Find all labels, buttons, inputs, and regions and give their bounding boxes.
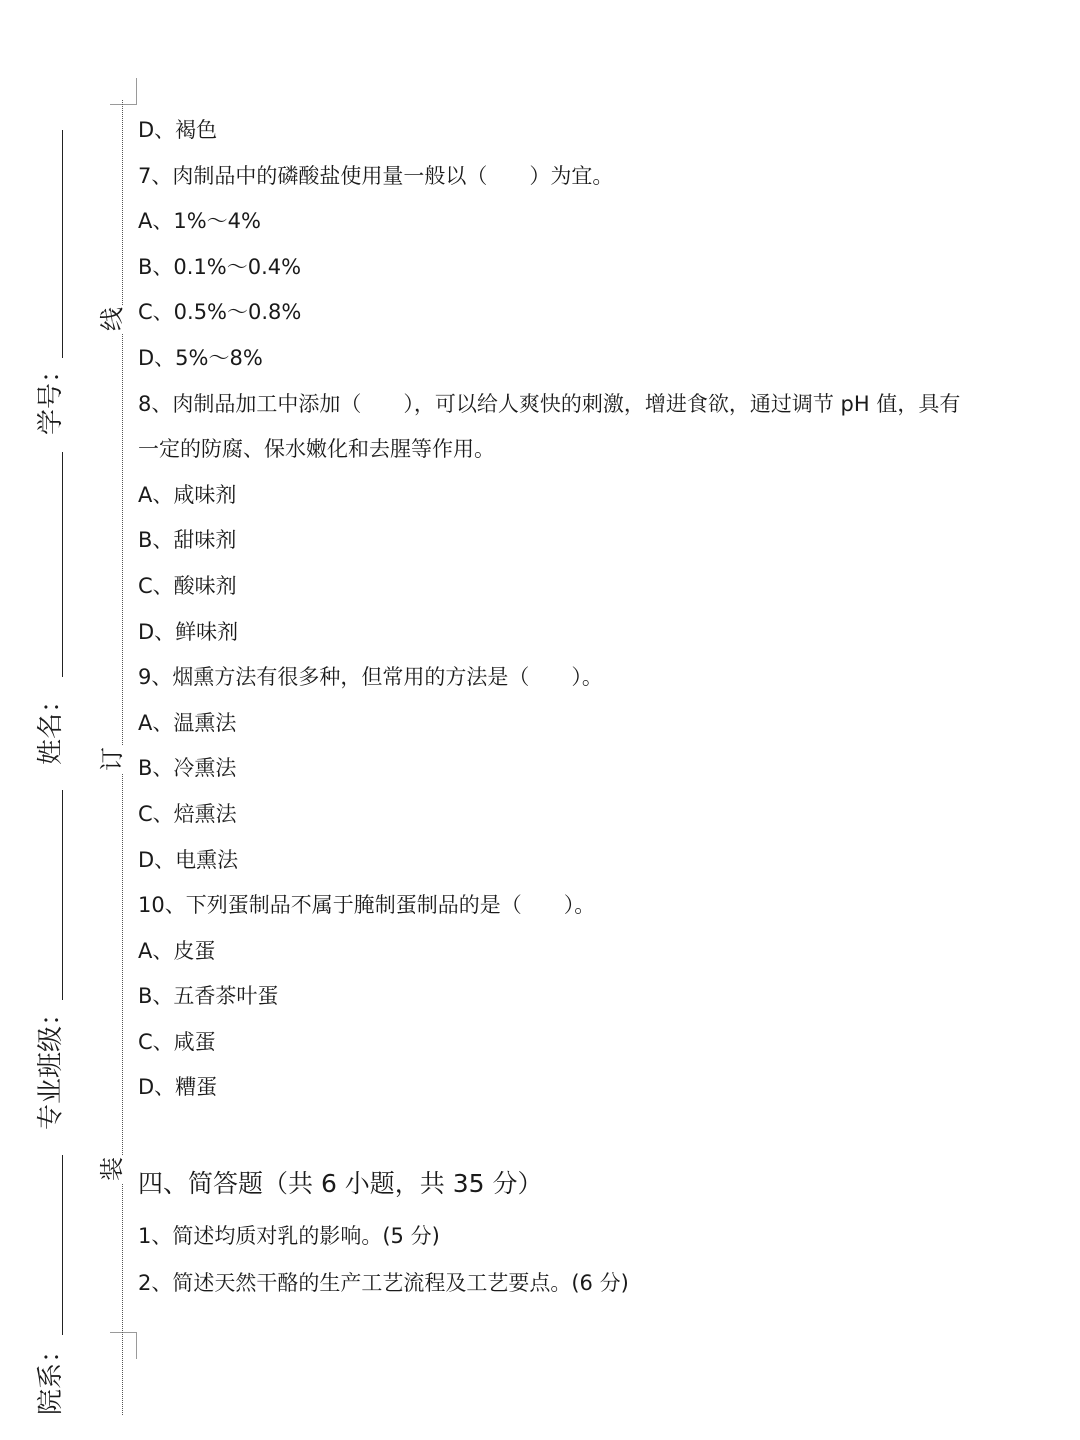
department-line xyxy=(62,1155,63,1335)
question-line: D、褐色 xyxy=(138,118,218,142)
class-label: 专业班级： xyxy=(36,999,66,1130)
question-line: C、咸蛋 xyxy=(138,1029,216,1054)
student-id-label: 学号： xyxy=(36,356,66,435)
question-line: A、咸味剂 xyxy=(138,482,237,507)
name-label: 姓名： xyxy=(36,686,66,765)
question-line: B、0.1%～0.4% xyxy=(138,254,302,279)
question-line: 7、肉制品中的磷酸盐使用量一般以（ ）为宜。 xyxy=(138,163,614,188)
section-title: 四、简答题（共 6 小题，共 35 分） xyxy=(138,1169,543,1199)
question-line: B、冷熏法 xyxy=(138,756,237,781)
class-line xyxy=(62,790,63,1000)
binding-char-xian: 线 xyxy=(98,307,126,331)
department-label: 院系： xyxy=(36,1336,66,1415)
question-line: 8、肉制品加工中添加（ ），可以给人爽快的刺激，增进食欲，通过调节 pH 值，具有 xyxy=(138,391,961,416)
bottom-corner-mark xyxy=(110,1332,137,1359)
question-line: 9、烟熏方法有很多种，但常用的方法是（ ）。 xyxy=(138,665,603,690)
question-line: D、鲜味剂 xyxy=(138,619,239,644)
question-line: D、糟蛋 xyxy=(138,1075,218,1100)
short-answer-question: 1、简述均质对乳的影响。(5 分) xyxy=(138,1224,440,1249)
question-line: B、甜味剂 xyxy=(138,528,237,553)
question-line: C、酸味剂 xyxy=(138,573,237,598)
question-line: 一定的防腐、保水嫩化和去腥等作用。 xyxy=(138,437,495,462)
student-id-line xyxy=(62,130,63,358)
question-line: D、电熏法 xyxy=(138,847,239,872)
question-line: 10、下列蛋制品不属于腌制蛋制品的是（ ）。 xyxy=(138,893,596,918)
question-line: A、1%～4% xyxy=(138,209,261,234)
question-line: C、0.5%～0.8% xyxy=(138,300,302,325)
question-line: A、温熏法 xyxy=(138,710,237,735)
short-answer-question: 2、简述天然干酪的生产工艺流程及工艺要点。(6 分) xyxy=(138,1271,629,1296)
binding-char-zhuang: 装 xyxy=(98,1157,126,1181)
exam-content xyxy=(138,110,1038,1307)
name-line xyxy=(62,452,63,677)
question-line: B、五香茶叶蛋 xyxy=(138,984,279,1009)
binding-char-ding: 订 xyxy=(98,747,126,771)
question-line: C、焙熏法 xyxy=(138,801,237,826)
top-corner-mark xyxy=(110,78,137,105)
question-line: D、5%～8% xyxy=(138,345,263,370)
question-line: A、皮蛋 xyxy=(138,938,216,963)
